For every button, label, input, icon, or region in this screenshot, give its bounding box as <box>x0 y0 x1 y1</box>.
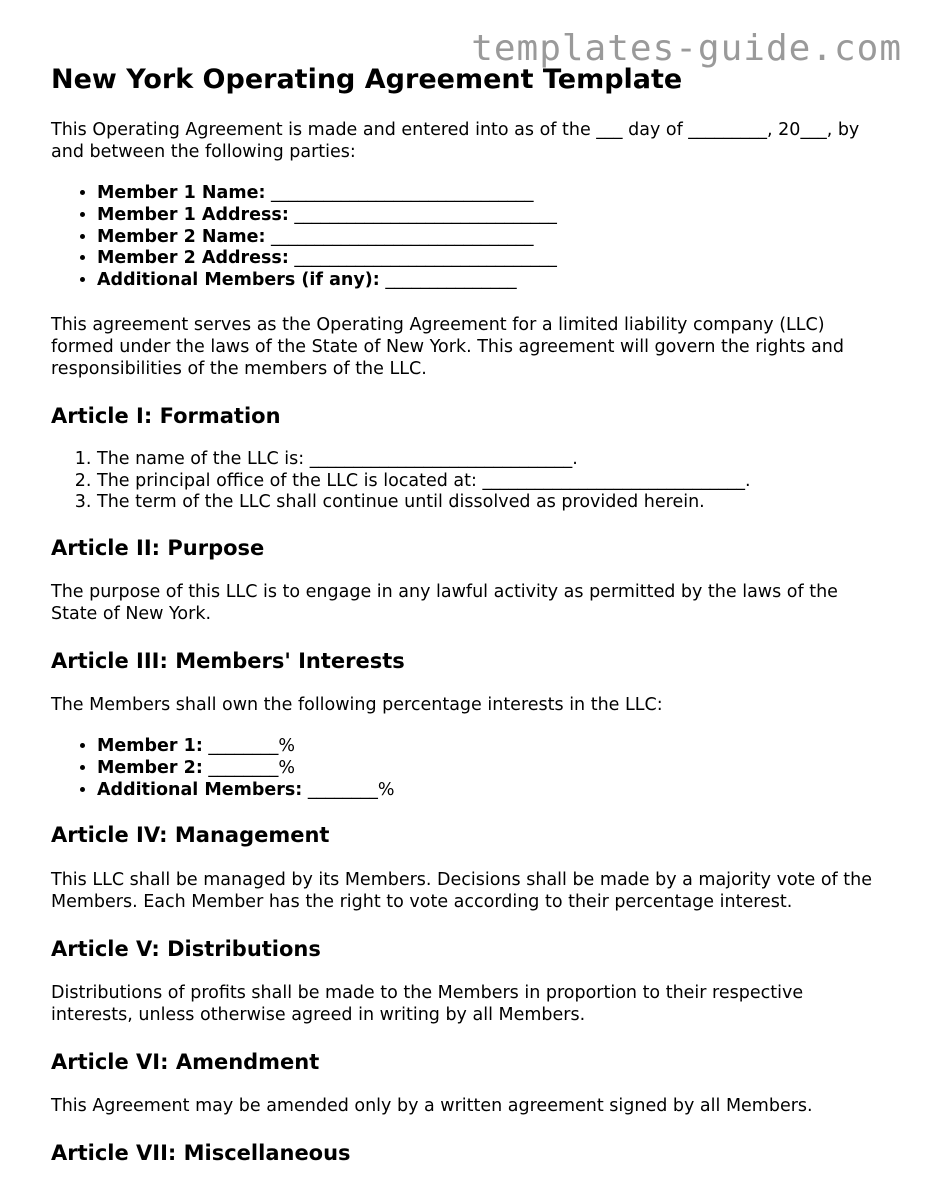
blank-line: ______________________________ <box>271 226 534 247</box>
article2-text: The purpose of this LLC is to engage in any lawful activity as permitted by the laws of the State of New York. <box>51 582 838 625</box>
field-label: Additional Members: <box>97 779 303 800</box>
article7-heading: Article VII: Miscellaneous <box>51 1140 351 1165</box>
article1-item: 3. The term of the LLC shall continue until dissolved as provided herein. <box>97 492 886 514</box>
party-additional-members <box>97 270 886 292</box>
party-member1-name <box>97 183 886 205</box>
article1-list <box>51 449 886 514</box>
party-member2-address <box>97 248 886 270</box>
article6-heading: Article VI: Amendment <box>51 1049 320 1074</box>
document-page <box>51 62 886 1186</box>
field-label: Member 2 Name: <box>97 226 266 247</box>
watermark: templates-guide.com <box>471 28 902 69</box>
document-title: New York Operating Agreement Template <box>51 64 683 95</box>
field-label: Member 2 Address: <box>97 248 289 269</box>
article2-heading: Article II: Purpose <box>51 535 265 560</box>
intro-paragraph: This Operating Agreement is made and entered into as of the ___ day of _________, 20___, by and between the following parties: <box>51 120 860 163</box>
blank-line: ________% <box>307 779 395 800</box>
article4-text: This LLC shall be managed by its Members. Decisions shall be made by a majority vote of the Members. Each Member has the right to vote according to their percentage interest. <box>51 869 872 912</box>
article1-item: 2. The principal office of the LLC is located at: ______________________________. <box>97 471 886 493</box>
field-label: Member 2: <box>97 757 203 778</box>
field-label: Member 1: <box>97 736 203 757</box>
blank-line: ______________________________ <box>294 248 557 269</box>
interest-member1 <box>97 736 886 758</box>
field-label: Member 1 Name: <box>97 183 266 204</box>
article5-text: Distributions of profits shall be made to the Members in proportion to their respective interests, unless otherwise agreed in writing by all Members. <box>51 982 804 1025</box>
party-member2-name <box>97 227 886 249</box>
blank-line: ________% <box>208 736 296 757</box>
article1-heading: Article I: Formation <box>51 403 281 428</box>
interest-member2 <box>97 758 886 780</box>
purpose-statement: This agreement serves as the Operating Agreement for a limited liability company (LLC) formed under the laws of the State of New York. This agreement will govern the rights and responsibilities of the members of the LLC. <box>51 314 844 379</box>
blank-line: ______________________________ <box>271 183 534 204</box>
field-label: Member 1 Address: <box>97 204 289 225</box>
article3-heading: Article III: Members' Interests <box>51 649 405 674</box>
article4-heading: Article IV: Management <box>51 823 330 848</box>
article3-list <box>51 736 886 801</box>
field-label: Additional Members (if any): <box>97 269 380 290</box>
article1-item: 1. The name of the LLC is: ______________________________. <box>97 449 886 471</box>
blank-line: ________% <box>208 757 296 778</box>
article5-heading: Article V: Distributions <box>51 936 321 961</box>
article6-text: This Agreement may be amended only by a written agreement signed by all Members. <box>51 1095 813 1116</box>
party-member1-address <box>97 205 886 227</box>
interest-additional <box>97 780 886 802</box>
blank-line: ______________________________ <box>294 204 557 225</box>
article3-text: The Members shall own the following percentage interests in the LLC: <box>51 695 663 716</box>
blank-line: _______________ <box>385 269 517 290</box>
parties-list <box>51 183 886 292</box>
